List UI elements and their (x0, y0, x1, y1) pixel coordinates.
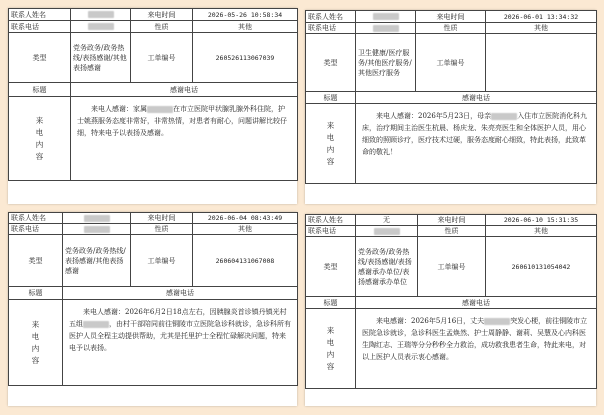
call-time-value: 2026-05-26 10:58:34 (193, 9, 298, 21)
label-title: 标题 (306, 297, 356, 309)
label-call-time: 来电时间 (418, 215, 486, 226)
label-call-time: 来电时间 (416, 11, 486, 23)
call-record-form-4 (305, 214, 596, 406)
subject-value: 感谢电话 (63, 287, 298, 300)
label-type: 类型 (306, 237, 356, 297)
redacted-name (88, 11, 114, 18)
type-value: 党务政务/政务热线/表扬感谢/其他表扬感谢 (71, 33, 131, 83)
label-title: 标题 (306, 92, 356, 104)
label-type: 类型 (9, 235, 63, 287)
content-text: 来电人感谢：家属 在市立医院甲状腺乳腺外科住院，护士姚燕服务态度非常好，非常热情，对患者有耐心，问题讲解比较仔细，特来电予以表扬及感谢。 (71, 97, 298, 181)
call-time-value: 2026-06-01 13:34:32 (486, 11, 597, 23)
label-nature: 性质 (131, 224, 193, 235)
label-contact-name: 联系人姓名 (306, 11, 356, 23)
label-type: 类型 (306, 34, 356, 92)
subject-value: 感谢电话 (356, 92, 597, 104)
label-contact-name: 联系人姓名 (9, 213, 63, 224)
label-other: 其他 (486, 23, 597, 34)
redacted-phone (374, 228, 400, 235)
label-other: 其他 (486, 226, 597, 237)
contact-name-value: 无 (356, 215, 418, 226)
label-content: 来 电 内 容 (326, 325, 335, 371)
subject-value: 感谢电话 (71, 83, 298, 97)
label-other: 其他 (193, 21, 298, 33)
label-contact-name: 联系人姓名 (306, 215, 356, 226)
call-record-form-2 (305, 10, 596, 204)
redacted-phone (84, 226, 110, 233)
label-ticket: 工单编号 (416, 34, 486, 92)
type-value: 党务政务/政务热线/表扬感谢/其他表扬感谢 (63, 235, 131, 287)
call-record-form-3 (8, 212, 297, 406)
label-content: 来 电 内 容 (35, 115, 44, 161)
ticket-value: 260610131054042 (486, 237, 597, 297)
content-text: 来电人感谢：2026年5月23日，母亲 入住市立医院消化科九床，治疗期间主治医生杭晨、杨庆龙、朱亮亮医生和全体医护人员，用心细致的照顾诊疗，医疗技术过硬，服务态度耐心细致，特此表扬，此致革命的敬礼！ (356, 104, 597, 184)
label-content: 来 电 内 容 (31, 319, 40, 365)
label-phone: 联系电话 (9, 21, 71, 33)
redacted-name (84, 215, 110, 222)
label-ticket: 工单编号 (418, 237, 486, 297)
label-type: 类型 (9, 33, 71, 83)
ticket-value: 260526113067039 (193, 33, 298, 83)
call-record-form-1 (8, 8, 297, 204)
label-content: 来 电 内 容 (326, 120, 335, 166)
redacted-phone (88, 23, 114, 30)
label-phone: 联系电话 (306, 23, 356, 34)
label-phone: 联系电话 (9, 224, 63, 235)
label-nature: 性质 (418, 226, 486, 237)
label-call-time: 来电时间 (131, 9, 193, 21)
label-title: 标题 (9, 287, 63, 300)
label-call-time: 来电时间 (131, 213, 193, 224)
redacted-name (373, 13, 399, 20)
label-ticket: 工单编号 (131, 235, 193, 287)
content-text: 来电感谢：2026年5月16日，丈夫 突发心梗，前往铜陵市立医院急诊就诊，急诊科医生孟焕然、护士周静静、谢莉、吴慧及心内科医生陶红志、王瑞等分分秒秒全力救治，成功救我患者生命，特此来电，对以上医护人员表示衷心感谢。 (356, 309, 597, 389)
ticket-value: 260604131067008 (193, 235, 298, 287)
label-phone: 联系电话 (306, 226, 356, 237)
type-value: 党务政务/政务热线/表扬感谢/表扬感谢承办单位/表扬感谢承办单位 (356, 237, 418, 297)
content-text: 来电人感谢：2026年6月2日18点左右，因胰腺炎首诊镇丹镇光村五组 ，由村干部陪同前往铜陵市立医院急诊科就诊，急诊科所有医护人员全程主动提供帮助，尤其是托里护士全程忙碌解决问题，特来电予以表扬。 (63, 300, 298, 386)
label-other: 其他 (193, 224, 298, 235)
label-nature: 性质 (131, 21, 193, 33)
call-time-value: 2026-06-04 08:43:49 (193, 213, 298, 224)
call-time-value: 2026-06-10 15:31:35 (486, 215, 597, 226)
label-nature: 性质 (416, 23, 486, 34)
label-contact-name: 联系人姓名 (9, 9, 71, 21)
label-title: 标题 (9, 83, 71, 97)
label-ticket: 工单编号 (131, 33, 193, 83)
redacted-phone (373, 25, 399, 32)
subject-value: 感谢电话 (356, 297, 597, 309)
type-value: 卫生健康/医疗服务/其他医疗服务/其他医疗服务 (356, 34, 416, 92)
ticket-value (486, 34, 597, 92)
